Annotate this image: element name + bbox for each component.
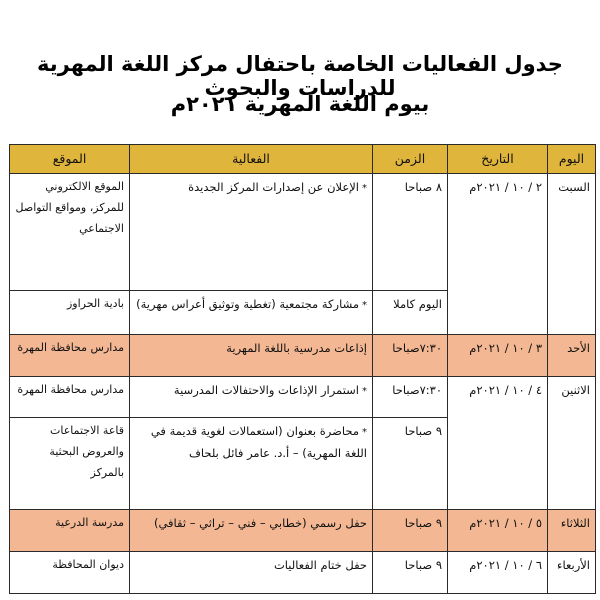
- date-cell: ٥ / ١٠ / ٢٠٢١م: [448, 510, 548, 552]
- location-cell: بادية الحراوز: [10, 290, 130, 334]
- table-header-row: [10, 145, 596, 174]
- location-cell: مدارس محافظة المهرة: [10, 334, 130, 376]
- location-cell: قاعة الاجتماعات والعروض البحثية بالمركز: [10, 418, 130, 510]
- location-cell: مدارس محافظة المهرة: [10, 376, 130, 418]
- activity-cell: حفل ختام الفعاليات: [130, 552, 373, 594]
- header-date: التاريخ: [448, 145, 548, 174]
- time-cell: ٧:٣٠صباحا: [373, 376, 448, 418]
- activity-cell: [130, 290, 373, 334]
- bullet-mark: *: [362, 299, 367, 311]
- events-schedule-table: [9, 144, 596, 594]
- location-cell: ديوان المحافظة: [10, 552, 130, 594]
- activity-cell: [130, 418, 373, 510]
- activity-text: محاضرة بعنوان (استعمالات لغوية قديمة في اللغة المهرية) – أ.د. عامر فائل بلحاف: [150, 424, 367, 461]
- day-cell: الأحد: [548, 334, 596, 376]
- time-cell: ٩ صباحا: [373, 552, 448, 594]
- table-row: [10, 510, 596, 552]
- header-activity: الفعالية: [130, 145, 373, 174]
- activity-text: استمرار الإذاعات والاحتفالات المدرسية: [173, 382, 359, 397]
- header-location: الموقع: [10, 145, 130, 174]
- table-row: [10, 173, 596, 290]
- bullet-mark: *: [362, 427, 367, 439]
- activity-cell: إذاعات مدرسية باللغة المهرية: [130, 334, 373, 376]
- time-cell: ٧:٣٠صباحا: [373, 334, 448, 376]
- time-cell: ٩ صباحا: [373, 510, 448, 552]
- day-cell: الاثنين: [548, 376, 596, 510]
- bullet-mark: *: [362, 385, 367, 397]
- activity-cell: حفل رسمي (خطابي – فني – تراثي – ثقافي): [130, 510, 373, 552]
- location-cell: مدرسة الدرعية: [10, 510, 130, 552]
- table-row: [10, 552, 596, 594]
- document-title-line1: جدول الفعاليات الخاصة باحتفال مركز اللغة المهرية للدراسات والبحوث: [37, 52, 563, 100]
- date-cell: ٤ / ١٠ / ٢٠٢١م: [448, 376, 548, 510]
- time-cell: اليوم كاملا: [373, 290, 448, 334]
- table-row: [10, 334, 596, 376]
- day-cell: السبت: [548, 173, 596, 334]
- header-time: الزمن: [373, 145, 448, 174]
- table-row: [10, 376, 596, 418]
- activity-cell: [130, 376, 373, 418]
- date-cell: ٢ / ١٠ / ٢٠٢١م: [448, 173, 548, 334]
- activity-cell: [130, 173, 373, 290]
- time-cell: ٨ صباحا: [373, 173, 448, 290]
- activity-text: مشاركة مجتمعية (تغطية وتوثيق أعراس مهرية): [136, 296, 359, 311]
- bullet-mark: *: [362, 182, 367, 194]
- header-day: اليوم: [548, 145, 596, 174]
- day-cell: الثلاثاء: [548, 510, 596, 552]
- location-cell: الموقع الالكتروني للمركز، ومواقع التواصل الاجتماعي: [10, 173, 130, 290]
- day-cell: الأربعاء: [548, 552, 596, 594]
- date-cell: ٦ / ١٠ / ٢٠٢١م: [448, 552, 548, 594]
- date-cell: ٣ / ١٠ / ٢٠٢١م: [448, 334, 548, 376]
- document-title-line2: بيوم اللغة المهرية ٢٠٢١م: [170, 92, 430, 116]
- activity-text: الإعلان عن إصدارات المركز الجديدة: [188, 179, 359, 194]
- time-cell: ٩ صباحا: [373, 418, 448, 510]
